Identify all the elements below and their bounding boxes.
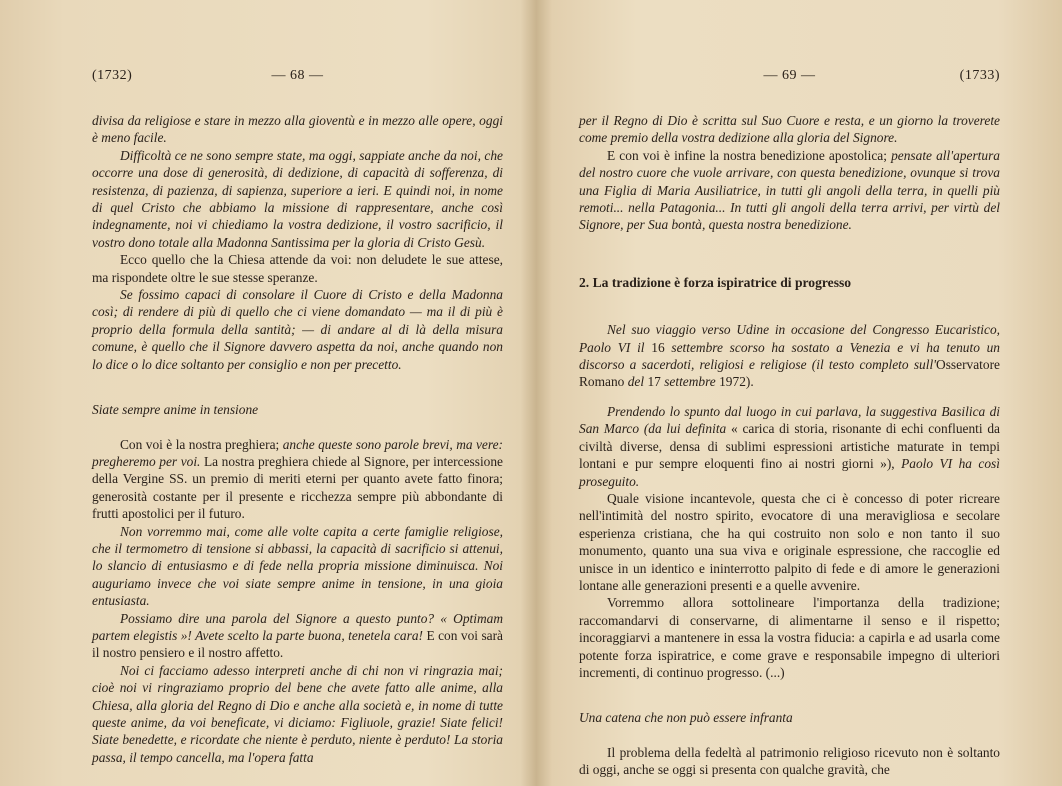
paragraph-run: settembre scorso ha sostato a Venezia e vi ha tenuto un discorso a sacerdoti, religiosi e religiose (il testo completo sull': [579, 339, 1001, 373]
paragraph: per il Regno di Dio è scritta sul Suo Cuore e resta, e un giorno la troverete come premio della vostra dedizione alla gloria del Signore.: [579, 113, 1000, 146]
paragraph-run: « carica di storia, risonante di echi confluenti da civiltà diverse, densa di sublimi espressioni artistiche maturate in tempi lontani e pur sempre eloquenti fino ai nostri giorni »),: [579, 421, 1000, 472]
paragraph-run: 1972).: [719, 374, 754, 390]
paragraph: Vorremmo allora sottolineare l'importanza della tradizione; raccomandarvi di conservarne, di alimentarne il senso e il rispetto; incoraggiarvi a mantenere in essa la vostra fiducia: a capirla e ad usarla come potente forza ispiratrice, e come grave e responsabile impegno di ulteriori incrementi, di continuo progresso. (...): [579, 595, 1000, 680]
paragraph-run: 17: [647, 374, 661, 390]
paragraph: [579, 147, 1000, 234]
paragraph: [92, 436, 503, 523]
section-subheading: Una catena che non può essere infranta: [579, 710, 793, 726]
left-page-body: [92, 112, 503, 766]
section-heading: 2. La tradizione è forza ispiratrice di progresso: [579, 274, 852, 290]
paragraph: Se fossimo capaci di consolare il Cuore di Cristo e della Madonna così; di rendere di più di quello che ci viene domandato — ma il di più è proprio della formula della santità; — di andare al di là della misura comune, è quello che il Signore davvero aspetta da noi, anche quando non lo dice o lo dice soltanto per consiglio e non per precetto.: [92, 287, 503, 372]
paragraph: [579, 403, 1000, 490]
right-page-header: [579, 68, 1000, 92]
paragraph-run: Osservatore Romano: [579, 357, 1000, 390]
paragraph: Quale visione incantevole, questa che ci è concesso di poter ricreare nell'intimità del nostro spirito, evocatore di una meravigliosa e secolare esperienza cristiana, che ha qui costruito non solo e non tanto il suo monumento, quanto una sua viva e originale espressione, che raccoglie ed unisce in un identico e ininterrotto palpito di fede e di amore le generazioni lontane alle generazioni presenti e a quelle avvenire.: [579, 490, 1000, 593]
right-page-body: [579, 112, 1000, 779]
paragraph-run: Prendendo lo spunto dal luogo in cui parlava, la suggestiva Basilica di San Marco (da lui definita: [579, 403, 1000, 437]
paragraph: divisa da religiose e stare in mezzo alla gioventù e in mezzo alle opere, oggi è meno facile.: [92, 113, 503, 146]
paragraph-run: E con voi sarà il nostro pensiero e il nostro affetto.: [92, 627, 503, 661]
paragraph: [579, 321, 1000, 391]
left-page-number-bracketed: (1732): [92, 68, 133, 83]
paragraph-run: E con voi è infine la nostra benedizione apostolica;: [607, 147, 892, 163]
paragraph-run: Con voi è la nostra preghiera;: [120, 436, 283, 452]
paragraph-run: del: [624, 374, 648, 390]
left-page-header: [92, 68, 503, 92]
paragraph: Difficoltà ce ne sono sempre state, ma oggi, sappiate anche da noi, che occorre una dose di generosità, di dedizione, di capacità di sofferenza, di resistenza, di pazienza, di sapienza, superiore a ieri. E quindi noi, in nome di quel Cristo che abbiamo la missione di rappresentare, anche così indegnamente, noi vi chiediamo la vostra dedizione, il vostro sacrificio, il vostro dono totale alla Madonna Santissima per la gloria di Cristo Gesù.: [92, 147, 503, 250]
right-page-number: — 69 —: [763, 68, 816, 83]
paragraph-run: Nel suo viaggio verso Udine in occasione del Congresso Eucaristico, Paolo VI il: [579, 322, 1000, 355]
paragraph: Noi ci facciamo adesso interpreti anche di chi non vi ringrazia mai; cioè noi vi ringraziamo proprio del bene che avete fatto alle anime, alla Chiesa, alla gloria del Regno di Dio e anche alla società e, in nome di tutte queste anime, da voi beneficate, vi diciamo: Figliuole, grazie! Siate felici! Siate benedette, e ricordate che niente è perduto, niente è perduto! La storia passa, il tempo cancella, ma l'opera fatta: [92, 662, 503, 765]
paragraph: [92, 610, 503, 662]
right-page: [531, 0, 1062, 786]
left-page-number: — 68 —: [271, 68, 324, 83]
paragraph-run: anche queste sono parole brevi, ma vere: pregheremo per voi.: [92, 436, 503, 469]
paragraph: Il problema della fedeltà al patrimonio religioso ricevuto non è soltanto di oggi, anche se oggi si presenta con qualche gravità, che: [579, 744, 1000, 778]
paragraph: Ecco quello che la Chiesa attende da voi: non deludete le sue attese, ma rispondete oltre le sue stesse speranze.: [92, 252, 503, 285]
paragraph-run: settembre: [660, 374, 720, 390]
paragraph-run: pensate all'apertura del nostro cuore che vuole arrivare, con questa benedizione, ovunque si trova una Figlia di Maria Ausiliatrice, in tutti gli angoli della terra, in quelli più remoti... nella Patagonia... In tutti gli angoli della terra arrivi, per virtù del Signore, per Sua bontà, questa nostra benedizione.: [579, 147, 1000, 233]
paragraph: Non vorremmo mai, come alle volte capita a certe famiglie religiose, che il termometro di tensione si abbassi, la capacità di sacrificio si attenui, lo slancio di entusiasmo e di fede nella propria missione diminuisca. Noi auguriamo invece che voi siate sempre anime in tensione, in una gioia entusiasta.: [92, 523, 503, 609]
paragraph-run: Paolo VI ha così proseguito.: [579, 456, 1000, 489]
section-subheading: Siate sempre anime in tensione: [92, 402, 259, 418]
paragraph-run: Possiamo dire una parola del Signore a questo punto? « Optimam partem elegistis »! Avete scelto la parte buona, tenetela cara!: [92, 610, 503, 643]
paragraph-run: La nostra preghiera chiede al Signore, per intercessione della Vergine SS. un premio di meriti eterni per quanto avete fatto finora; generosità costante per il presente e ricchezza sempre più abbondante di frutti apostolici per il futuro.: [92, 453, 504, 522]
paragraph-run: 16: [651, 339, 665, 355]
right-page-number-bracketed: (1733): [959, 68, 1000, 83]
